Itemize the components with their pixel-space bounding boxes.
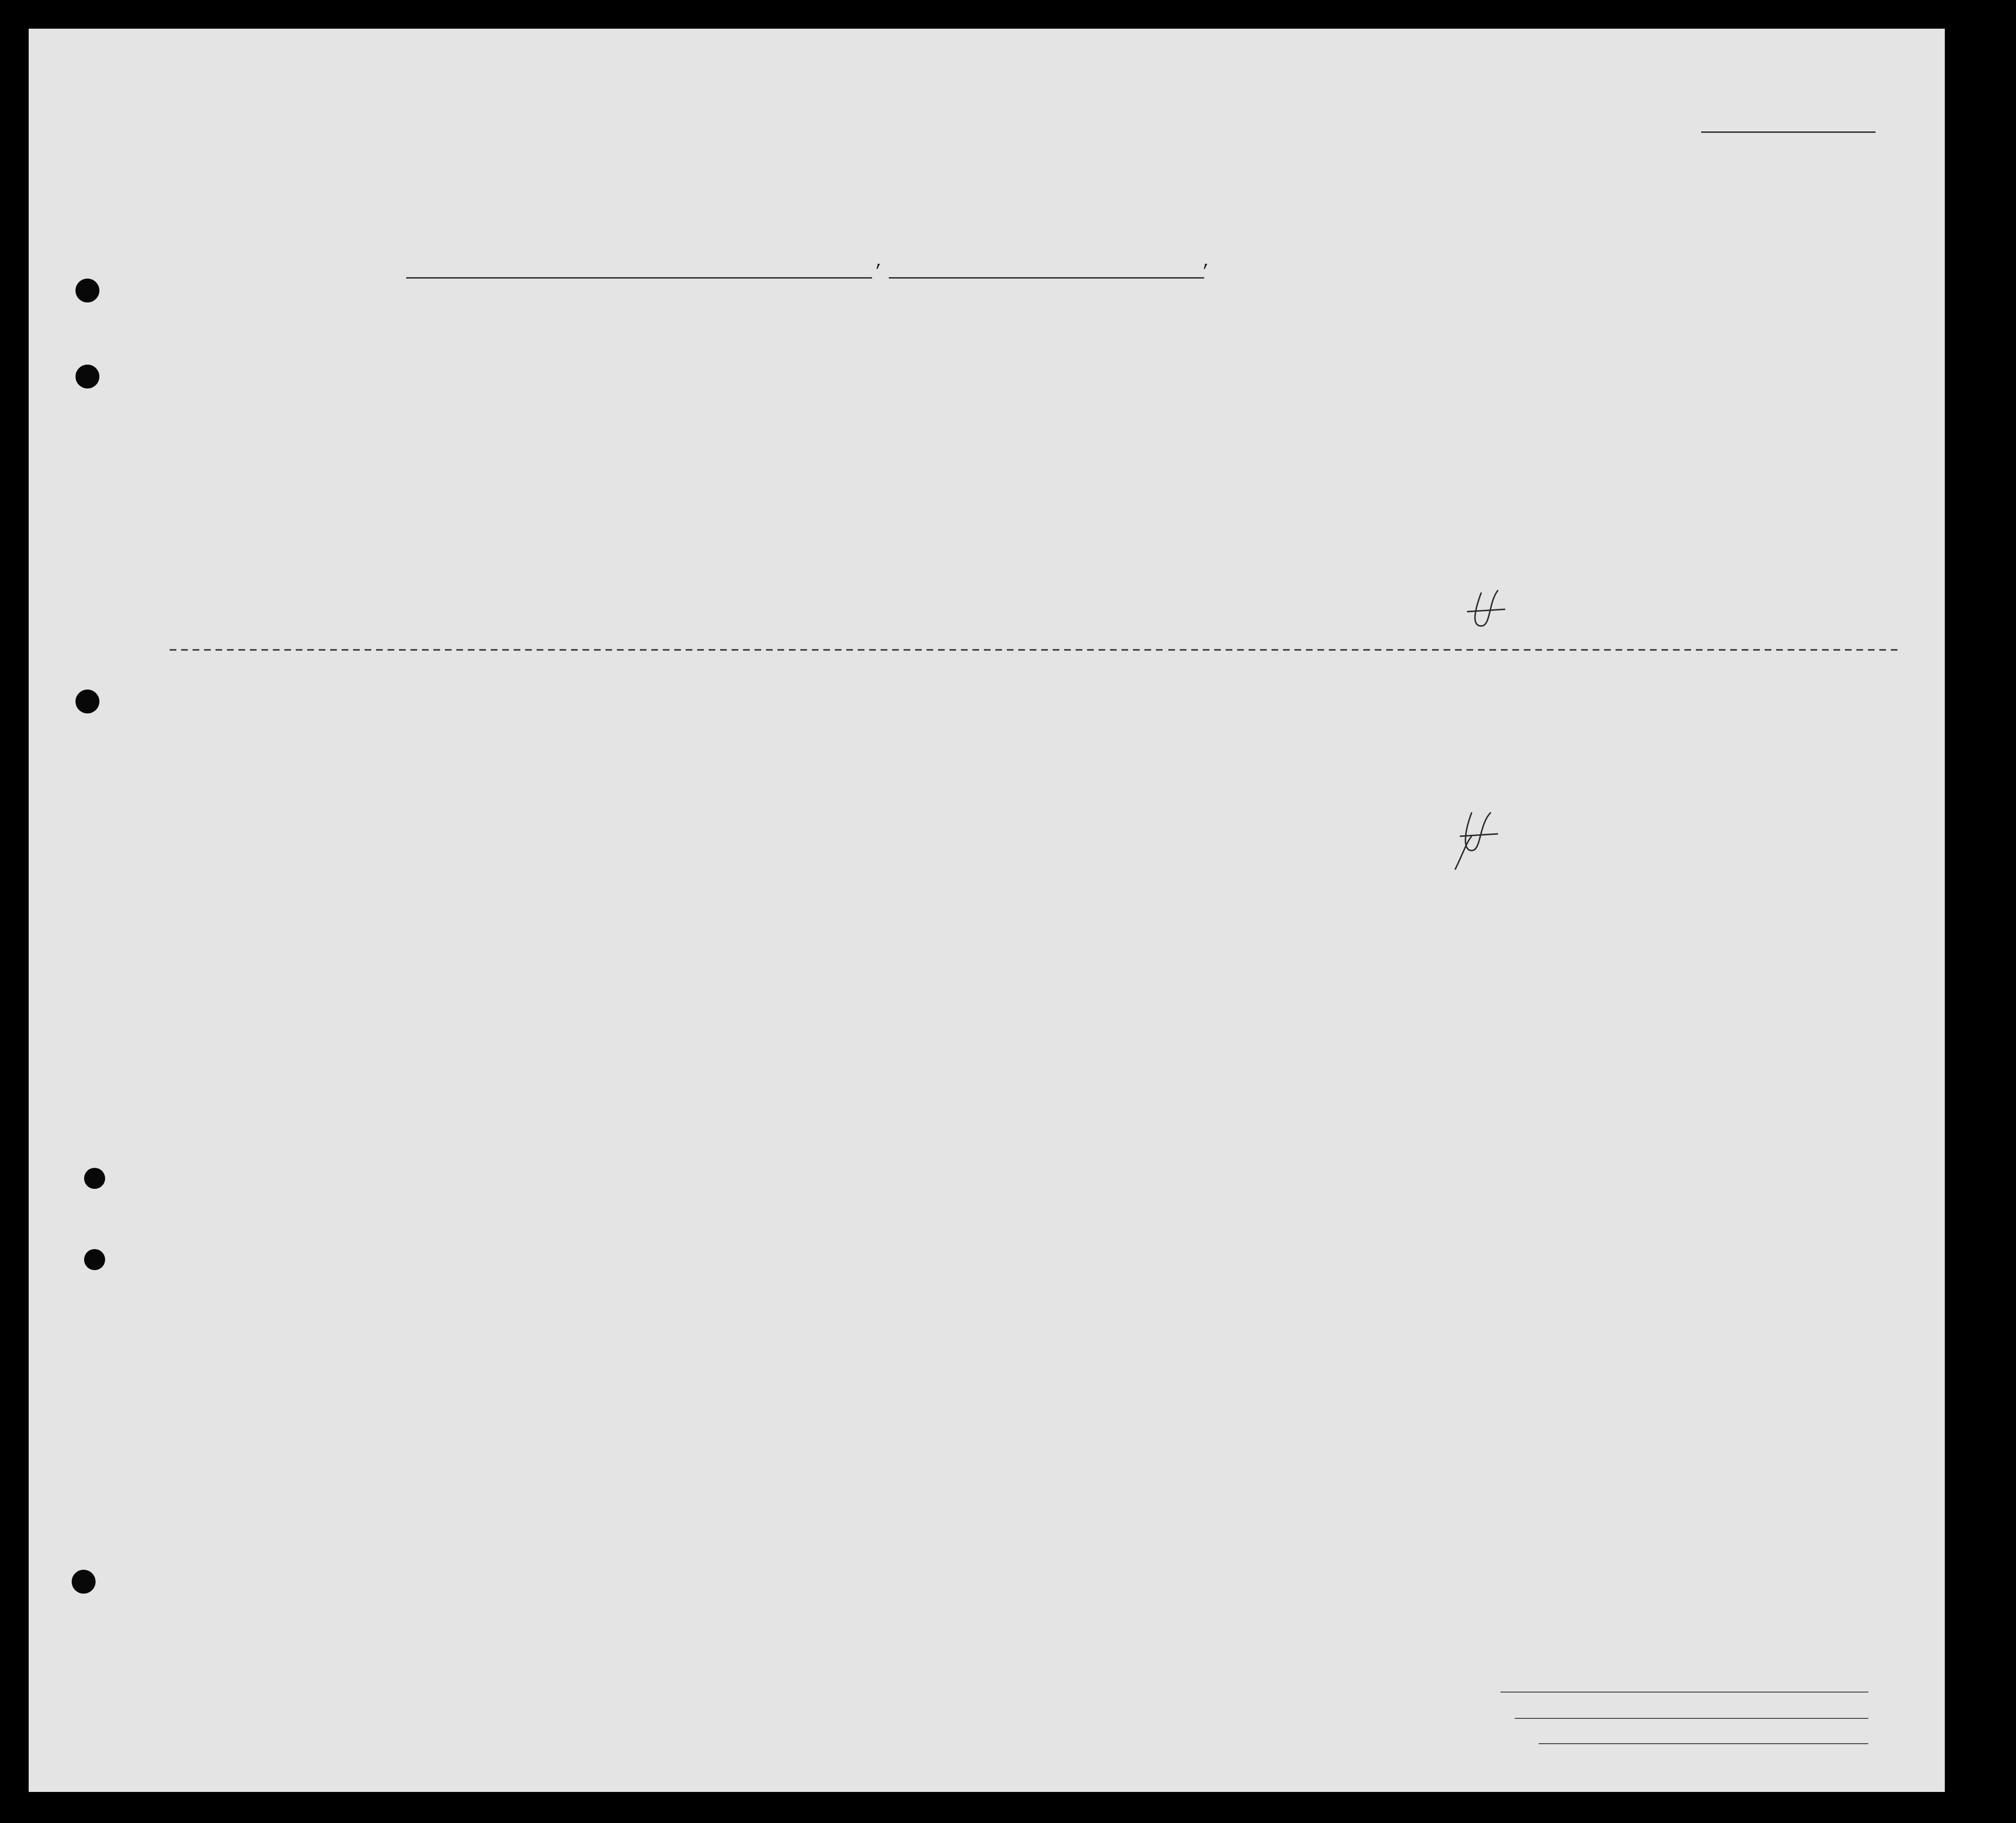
handwritten-marks — [29, 29, 1945, 1792]
manifest-sheet: , , — [29, 29, 1945, 1792]
